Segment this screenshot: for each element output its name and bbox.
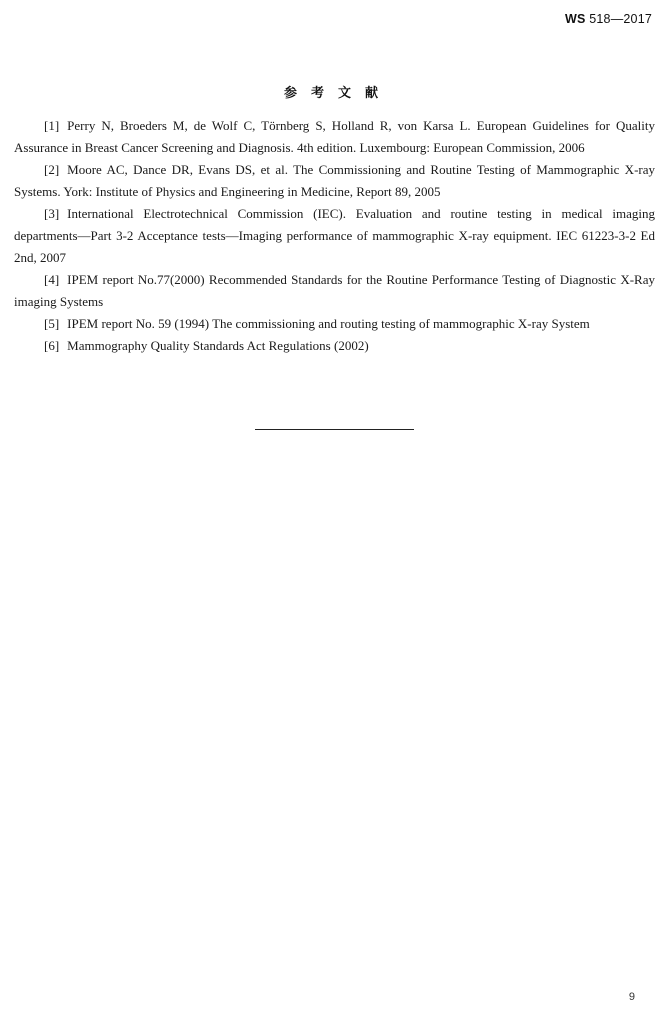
end-of-document-rule [255,429,414,430]
reference-number: [5] [44,316,60,331]
reference-text: IPEM report No.77(2000) Recommended Standards for the Routine Performance Testing of Diagnostic X-Ray imaging Systems [14,272,655,309]
reference-item [14,159,655,203]
reference-item [14,203,655,269]
standard-code-prefix: WS [565,12,586,26]
reference-text: IPEM report No. 59 (1994) The commissioning and routing testing of mammographic X-ray System [67,316,590,331]
reference-number: [2] [44,162,60,177]
standard-code-number: 518—2017 [589,12,652,26]
reference-item [14,115,655,159]
reference-text: Perry N, Broeders M, de Wolf C, Törnberg S, Holland R, von Karsa L. European Guidelines for Quality Assurance in Breast Cancer Screening and Diagnosis. 4th edition. Luxembourg: European Commission, 2006 [14,118,655,155]
reference-item [14,313,655,335]
reference-text: International Electrotechnical Commission (IEC). Evaluation and routine testing in medical imaging departments—Part 3-2 Acceptance tests—Imaging performance of mammographic X-ray equipment. IEC 61223-3-2 Ed 2nd, 2007 [14,206,655,265]
page-number: 9 [628,991,635,1003]
reference-text: Moore AC, Dance DR, Evans DS, et al. The Commissioning and Routine Testing of Mammographic X-ray Systems. York: Institute of Physics and Engineering in Medicine, Report 89, 2005 [14,162,655,199]
reference-number: [4] [44,272,60,287]
reference-list [14,115,655,357]
section-title: 参考文献 [283,86,392,101]
reference-number: [1] [44,118,60,133]
reference-number: [6] [44,338,60,353]
standard-code [565,12,652,26]
reference-item [14,269,655,313]
reference-number: [3] [44,206,60,221]
reference-text: Mammography Quality Standards Act Regulations (2002) [67,338,369,353]
reference-item [14,335,655,357]
